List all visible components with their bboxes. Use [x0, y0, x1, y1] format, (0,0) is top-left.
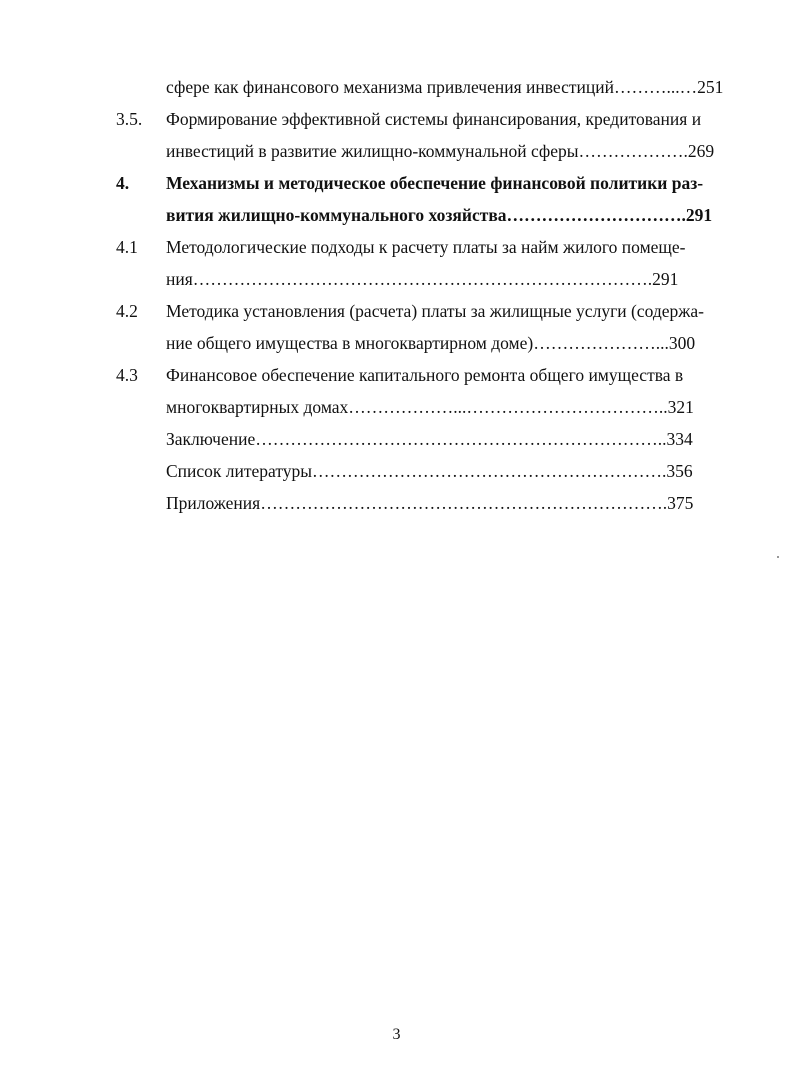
toc-entry-number: 3.5.	[116, 109, 143, 129]
toc-entry-title-line: многоквартирных домах………………...……………………………..321	[166, 397, 694, 417]
toc-entry-bibliography: Список литературы…………………………………………………….356	[166, 461, 693, 481]
toc-entry-number: 4.3	[116, 365, 138, 385]
toc-entry-title-line: Методологические подходы к расчету платы за найм жилого помеще-	[166, 237, 686, 257]
page-number: 3	[392, 1026, 401, 1043]
toc-chapter-number: 4.	[116, 173, 130, 193]
toc-entry-appendices: Приложения…………………………………………………………….375	[166, 493, 694, 513]
toc-entry-title-line: Методика установления (расчета) платы за жилищные услуги (содержа-	[166, 301, 704, 321]
toc-entry-number: 4.1	[116, 237, 138, 257]
toc-entry-conclusion: Заключение……………………………………………………………..334	[166, 429, 693, 449]
toc-entry-title-line: ние общего имущества в многоквартирном доме)…………………...300	[166, 333, 696, 353]
toc-chapter-title-line: вития жилищно-коммунального хозяйства………………………….291	[166, 205, 713, 225]
toc-entry-title-line: Формирование эффективной системы финансирования, кредитования и	[166, 109, 702, 129]
toc-entry-number: 4.2	[116, 301, 138, 321]
toc-chapter-title-line: Механизмы и методическое обеспечение финансовой политики раз-	[166, 173, 704, 193]
toc-entry-title-line: ния…………………………………………………………………….291	[166, 269, 679, 289]
toc-entry-title-line: инвестиций в развитие жилищно-коммунальной сферы……………….269	[166, 141, 715, 161]
scan-speck	[777, 556, 779, 558]
toc-entry-continuation-line: сфере как финансового механизма привлечения инвестиций………...…251	[166, 77, 724, 97]
toc-entry-title-line: Финансовое обеспечение капитального ремонта общего имущества в	[166, 365, 684, 385]
